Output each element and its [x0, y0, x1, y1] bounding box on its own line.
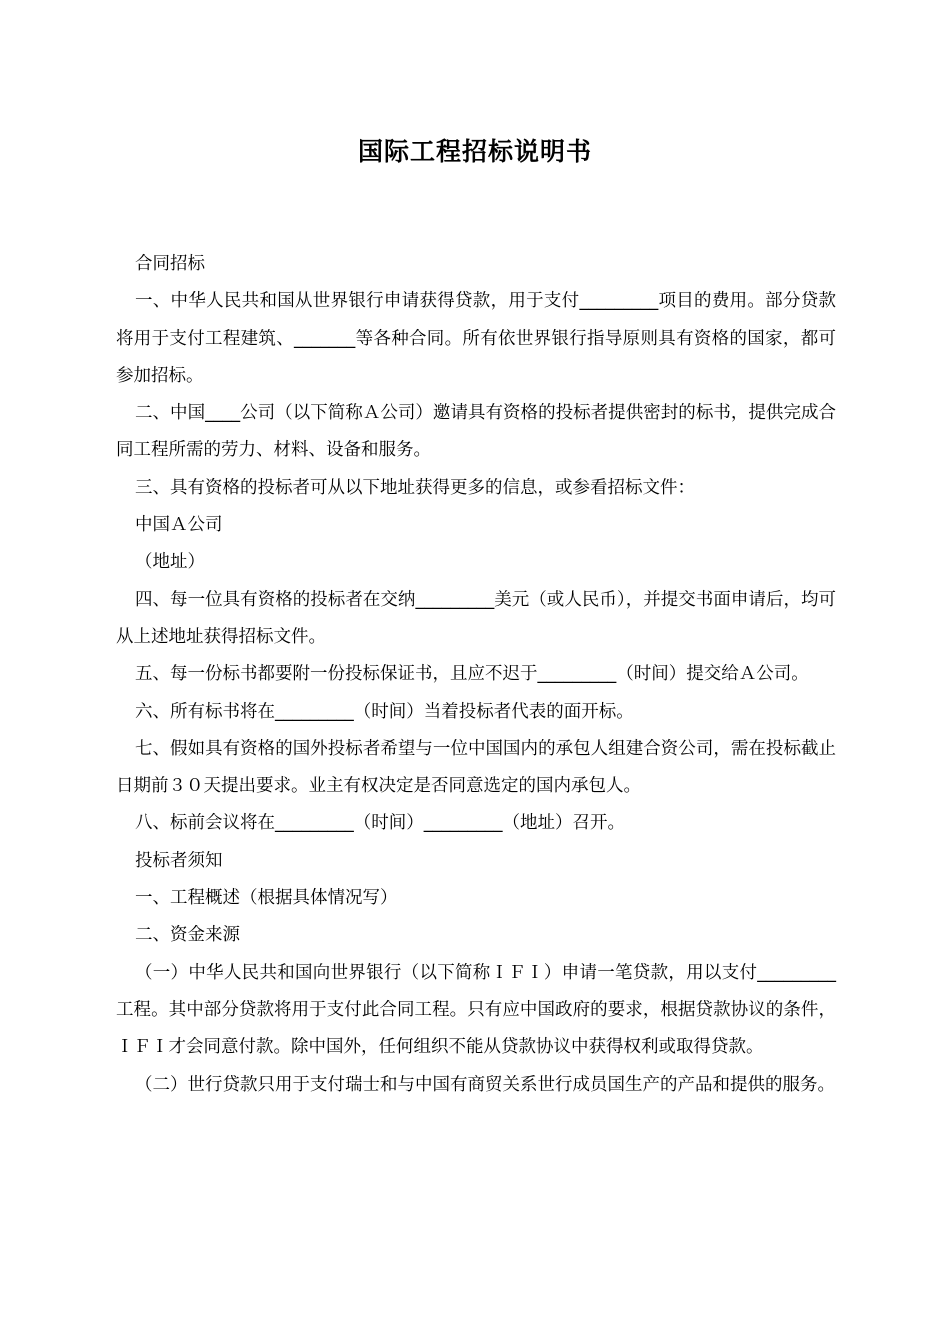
section-heading-contract-bidding: 合同招标 — [135, 254, 205, 274]
paragraph-1: 一、中华人民共和国从世界银行申请获得贷款，用于支付_________项目的费用。部分贷款将用于支付工程建筑、_______等各种合同。所有依世界银行指导原则具有资格的国家，都可参加招标。 — [116, 291, 836, 386]
paragraph-7: 七、假如具有资格的国外投标者希望与一位中国国内的承包人组建合资公司，需在投标截止日期前３０天提出要求。业主有权决定是否同意选定的国内承包人。 — [116, 738, 836, 797]
paragraph-6: 六、所有标书将在_________（时间）当着投标者代表的面开标。 — [135, 701, 634, 722]
instruction-2: 二、资金来源 — [135, 925, 240, 946]
paragraph-5: 五、每一份标书都要附一份投标保证书，且应不迟于_________（时间）提交给Ａ公司。 — [135, 664, 809, 685]
paragraph-8: 八、标前会议将在_________（时间）_________（地址）召开。 — [135, 813, 625, 834]
paragraph-4: 四、每一位具有资格的投标者在交纳_________美元（或人民币），并提交书面申请后，均可从上述地址获得招标文件。 — [116, 589, 836, 647]
section-heading-bidder-instructions: 投标者须知 — [135, 850, 223, 871]
funding-clause-2: （二）世行贷款只用于支付瑞士和与中国有商贸关系世行成员国生产的产品和提供的服务。 — [135, 1074, 835, 1095]
company-name-line: 中国Ａ公司 — [135, 515, 223, 536]
document-body — [116, 246, 836, 1104]
paragraph-2: 二、中国____公司（以下简称Ａ公司）邀请具有资格的投标者提供密封的标书，提供完成合同工程所需的劳力、材料、设备和服务。 — [116, 403, 836, 461]
instruction-1: 一、工程概述（根据具体情况写） — [135, 888, 398, 909]
address-line: （地址） — [135, 552, 205, 573]
paragraph-3: 三、具有资格的投标者可从以下地址获得更多的信息，或参看招标文件： — [135, 477, 695, 498]
funding-clause-1: （一）中华人民共和国向世界银行（以下简称ＩＦＩ）申请一笔贷款，用以支付_________工程。其中部分贷款将用于支付此合同工程。只有应中国政府的要求，根据贷款协议的条件，ＩＦＩ才会同意付款。除中国外，任何组织不能从贷款协议中获得权利或取得贷款。 — [116, 962, 836, 1058]
document-title: 国际工程招标说明书 — [357, 137, 592, 166]
